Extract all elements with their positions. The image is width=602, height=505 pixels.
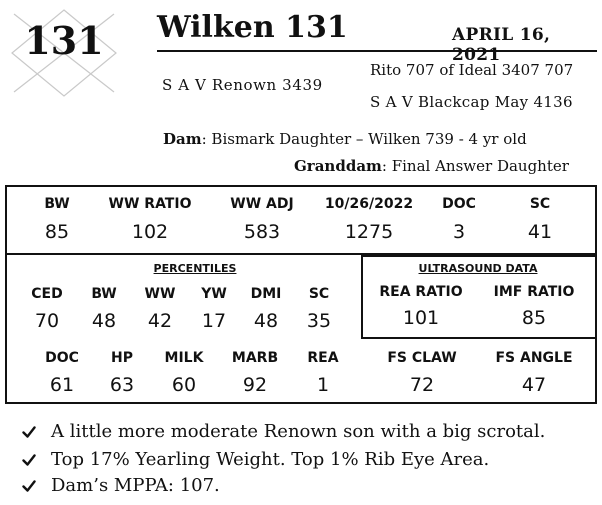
- weights-header: WW ADJ: [230, 196, 294, 212]
- title-rule: [157, 50, 597, 52]
- ultrasound-value: 85: [521, 307, 547, 329]
- weights-header: SC: [529, 196, 551, 212]
- sire-sire: Rito 707 of Ideal 3407 707: [370, 61, 574, 79]
- sale-date: APRIL 16, 2021: [452, 25, 551, 65]
- percentile-header: DMI: [250, 286, 282, 302]
- ultrasound-title: ULTRASOUND DATA: [418, 262, 538, 275]
- lot-number: 131: [24, 18, 104, 63]
- weights-header: WW RATIO: [108, 196, 192, 212]
- dam-value: : Bismark Daughter – Wilken 739 - 4 yr old: [201, 130, 527, 148]
- ultrasound-value: 101: [402, 307, 440, 329]
- sire: S A V Renown 3439: [162, 76, 323, 94]
- percentile-value: 17: [201, 310, 227, 332]
- percentile-value: 92: [242, 374, 268, 396]
- granddam-label: Granddam: [294, 157, 382, 175]
- percentile-header: BW: [91, 286, 117, 302]
- weights-value: 3: [452, 221, 466, 243]
- feet-value: 47: [521, 374, 547, 396]
- note-text: Dam’s MPPA: 107.: [51, 475, 220, 496]
- checkmark-icon: [22, 425, 36, 439]
- note-item: [22, 475, 220, 496]
- percentile-value: 63: [109, 374, 135, 396]
- ultrasound-header: IMF RATIO: [493, 284, 575, 300]
- percentile-value: 42: [147, 310, 173, 332]
- sire-dam: S A V Blackcap May 4136: [370, 93, 573, 111]
- checkmark-icon: [22, 453, 36, 467]
- granddam-value: : Final Answer Daughter: [381, 157, 569, 175]
- weights-value: 583: [243, 221, 281, 243]
- percentile-header: SC: [308, 286, 330, 302]
- percentile-header: REA: [307, 350, 339, 366]
- granddam-line: [294, 157, 569, 175]
- weights-header: DOC: [442, 196, 476, 212]
- percentiles-title: PERCENTILES: [153, 262, 237, 275]
- feet-header: FS CLAW: [387, 350, 457, 366]
- note-item: [22, 421, 545, 442]
- percentile-value: 70: [34, 310, 60, 332]
- weights-header: 10/26/2022: [324, 196, 414, 212]
- weights-value: 1275: [344, 221, 394, 243]
- feet-value: 72: [409, 374, 435, 396]
- dam-line: [163, 130, 527, 148]
- percentile-header: MARB: [231, 350, 279, 366]
- dam-label: Dam: [163, 130, 202, 148]
- percentile-header: CED: [31, 286, 63, 302]
- percentile-header: HP: [111, 350, 133, 366]
- note-text: Top 17% Yearling Weight. Top 1% Rib Eye Area.: [51, 449, 490, 470]
- weights-value: 41: [527, 221, 553, 243]
- percentile-header: MILK: [164, 350, 204, 366]
- bull-name: Wilken 131: [157, 10, 348, 45]
- note-text: A little more moderate Renown son with a big scrotal.: [51, 421, 546, 442]
- percentile-header: DOC: [45, 350, 79, 366]
- weights-header: BW: [44, 196, 70, 212]
- ultrasound-header: REA RATIO: [379, 284, 463, 300]
- percentile-value: 1: [316, 374, 330, 396]
- weights-value: 102: [131, 221, 169, 243]
- checkmark-icon: [22, 479, 36, 493]
- percentile-header: WW: [144, 286, 176, 302]
- percentile-value: 61: [49, 374, 75, 396]
- percentile-header: YW: [201, 286, 227, 302]
- weights-value: 85: [44, 221, 70, 243]
- percentile-value: 35: [306, 310, 332, 332]
- note-item: [22, 449, 489, 470]
- percentile-value: 48: [253, 310, 279, 332]
- feet-header: FS ANGLE: [495, 350, 573, 366]
- percentile-value: 60: [171, 374, 197, 396]
- percentile-value: 48: [91, 310, 117, 332]
